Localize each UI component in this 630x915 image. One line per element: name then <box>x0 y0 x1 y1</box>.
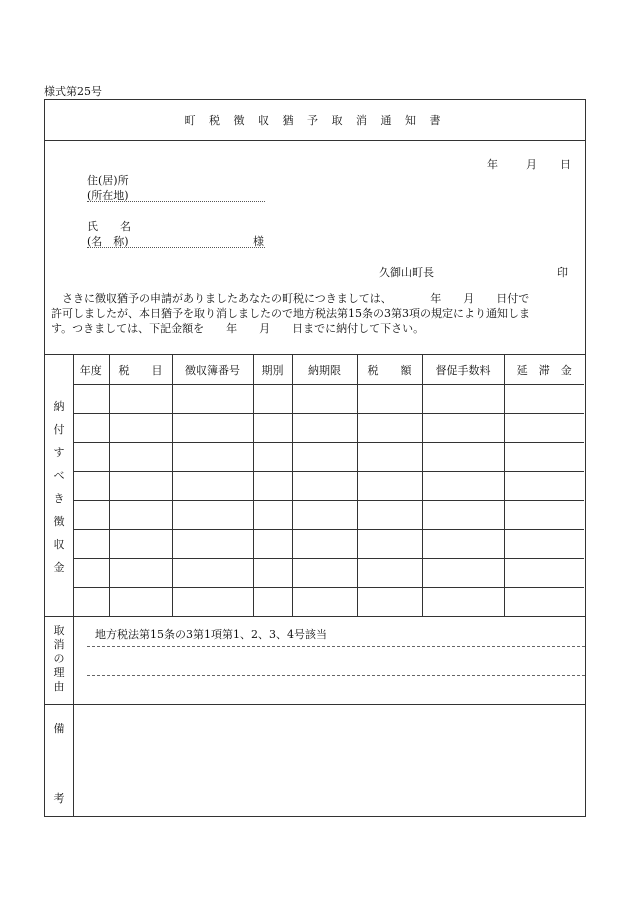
table-row <box>73 443 584 472</box>
header-fiscal-year: 年度 <box>73 355 109 385</box>
side-char: 理 <box>53 666 65 679</box>
side-char: 徴 <box>53 515 65 528</box>
name-suffix: 様 <box>253 235 264 248</box>
collection-table <box>73 355 584 616</box>
side-char: 由 <box>53 680 65 693</box>
header-register-number: 徴収簿番号 <box>172 355 253 385</box>
table-row <box>73 588 584 617</box>
table-row <box>73 472 584 501</box>
table-row <box>73 559 584 588</box>
side-char: の <box>53 652 65 665</box>
side-char: べ <box>53 469 65 482</box>
side-char: 付 <box>53 423 65 436</box>
notice-line: す。つきましては、下記金額を 年 月 日までに納付して下さい。 <box>51 322 425 335</box>
table-row <box>73 385 584 414</box>
address-label: 住(居)所 <box>87 174 129 187</box>
header-tax-amount: 税 額 <box>357 355 422 385</box>
form-title: 町 税 徴 収 猶 予 取 消 通 知 書 <box>184 114 446 127</box>
address-sublabel: (所在地) <box>87 189 129 202</box>
reason-line-2 <box>87 675 585 676</box>
side-char: 消 <box>53 638 65 651</box>
side-char: す <box>53 446 65 459</box>
lower-side-divider <box>73 616 74 817</box>
name-sublabel: (名 称) <box>87 235 129 248</box>
side-char: 納 <box>53 400 65 413</box>
side-char: 備 <box>53 722 65 735</box>
cancel-reason-text: 地方税法第15条の3第1項第1、2、3、4号該当 <box>95 628 327 641</box>
name-label: 氏 名 <box>87 220 131 233</box>
notice-paragraph <box>51 291 581 336</box>
table-header-row <box>73 355 584 385</box>
side-char: 考 <box>53 792 65 805</box>
header-due-date: 納期限 <box>292 355 357 385</box>
table-row <box>73 414 584 443</box>
notice-form <box>44 99 586 817</box>
issuer-title: 久御山町長 <box>379 266 434 279</box>
header-tax-item: 税 目 <box>109 355 172 385</box>
side-char: 収 <box>53 538 65 551</box>
reason-line-1 <box>87 646 585 647</box>
side-char: 金 <box>53 561 65 574</box>
table-row <box>73 501 584 530</box>
remarks-top-divider <box>45 704 585 705</box>
header-reminder-fee: 督促手数料 <box>422 355 504 385</box>
date-year: 年 <box>487 158 498 171</box>
form-number: 様式第25号 <box>44 85 102 98</box>
seal-mark: 印 <box>557 266 568 279</box>
name-line <box>87 247 265 248</box>
address-line <box>87 201 265 202</box>
table-row <box>73 530 584 559</box>
side-char: 取 <box>53 624 65 637</box>
date-month: 月 <box>526 158 537 171</box>
reason-top-divider <box>45 616 585 617</box>
title-divider <box>45 140 585 141</box>
date-day: 日 <box>560 158 571 171</box>
notice-line: さきに徴収猶予の申請がありましたあなたの町税につきましては、 年 月 日付で <box>51 292 530 305</box>
side-char: き <box>53 492 65 505</box>
header-period: 期別 <box>253 355 292 385</box>
notice-line: 許可しましたが、本日猶予を取り消しましたので地方税法第15条の3第3項の規定により通知しま <box>51 307 530 320</box>
header-late-fee: 延 滞 金 <box>504 355 584 385</box>
